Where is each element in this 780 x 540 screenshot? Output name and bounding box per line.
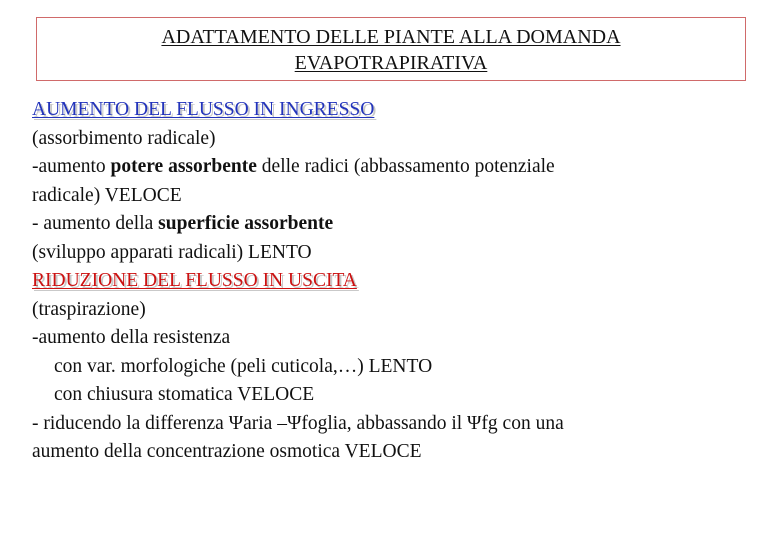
bullet-differenza: - riducendo la differenza Ψaria –Ψfoglia, abbassando il Ψfg con una (32, 412, 564, 434)
title-line-2: EVAPOTRAPIRATIVA (294, 52, 488, 74)
bullet-continuation: radicale) VELOCE (32, 184, 182, 206)
bold-term: potere assorbente (110, 156, 257, 177)
bullet-text: -aumento (32, 156, 111, 177)
bold-term: superficie assorbente (158, 213, 334, 234)
bullet-superficie-assorbente (32, 210, 752, 239)
section-heading-ingresso: AUMENTO DEL FLUSSO IN INGRESSO (32, 99, 375, 120)
section-subtitle-uscita: (traspirazione) (32, 298, 146, 320)
bullet-continuation: aumento della concentrazione osmotica VELOCE (32, 441, 422, 462)
sub-bullet-morfologiche: con var. morfologiche (peli cuticola,…) LENTO (54, 355, 433, 377)
bullet-text: delle radici (abbassamento potenziale (256, 156, 555, 177)
slide-body (32, 96, 752, 467)
sub-bullet-stomatica: con chiusura stomatica VELOCE (54, 384, 315, 405)
bullet-continuation: (sviluppo apparati radicali) LENTO (32, 241, 312, 263)
bullet-resistenza: -aumento della resistenza (32, 327, 231, 348)
bullet-text: - aumento della (32, 213, 159, 234)
section-subtitle-ingresso: (assorbimento radicale) (32, 127, 216, 149)
title-line-1: ADATTAMENTO DELLE PIANTE ALLA DOMANDA (161, 26, 621, 48)
bullet-potere-assorbente (32, 153, 752, 182)
section-heading-uscita: RIDUZIONE DEL FLUSSO IN USCITA (32, 270, 357, 291)
title-box (36, 17, 746, 81)
